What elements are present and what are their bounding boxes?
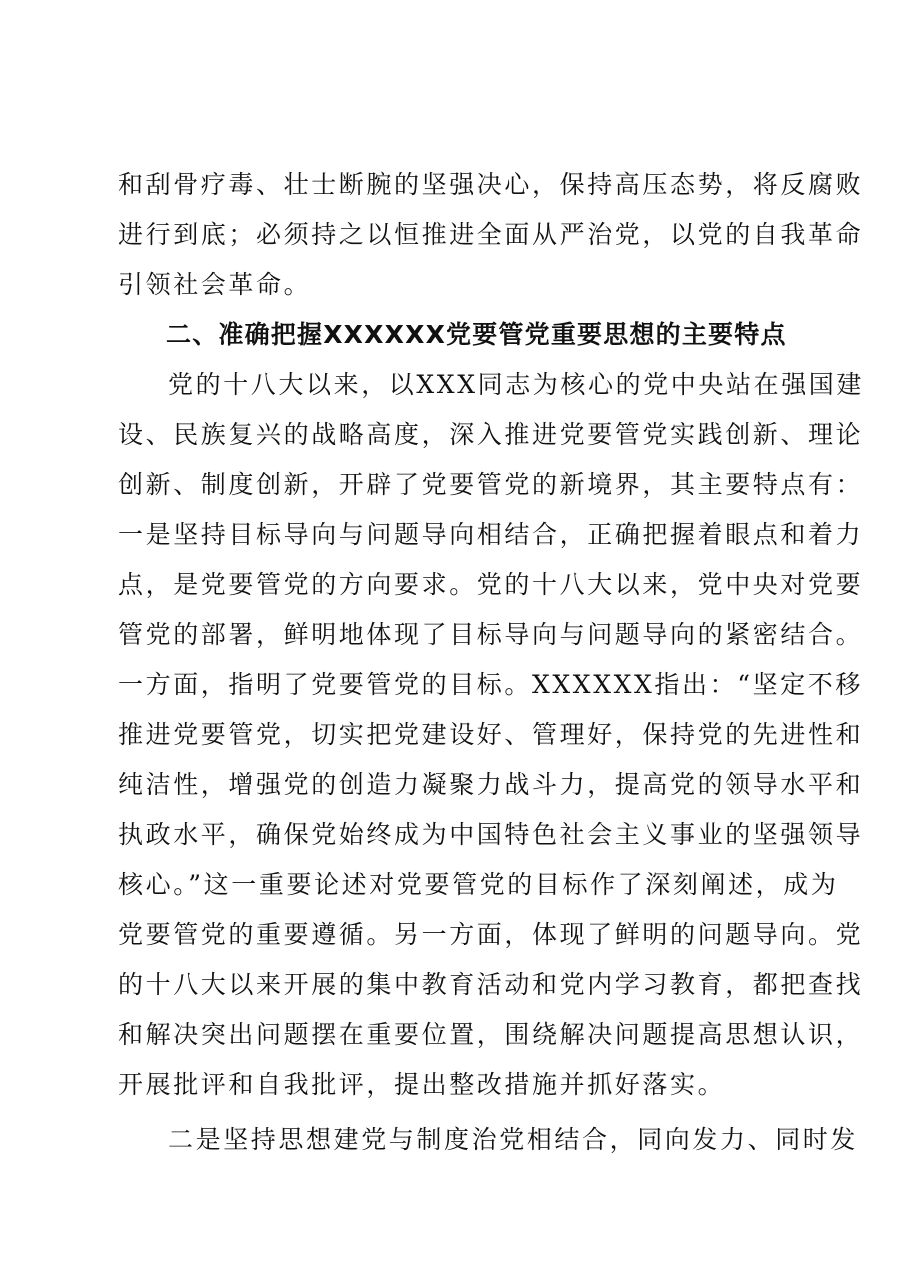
paragraph-2-line-9: 纯洁性，增强党的创造力凝聚力战斗力，提高党的领导水平和 [118, 770, 864, 799]
paragraph-2-line-5: 点，是党要管党的方向要求。党的十八大以来，党中央对党要 [118, 570, 864, 599]
paragraph-2-line-1: 党的十八大以来，以XXX同志为核心的党中央站在强国建 [168, 370, 864, 399]
paragraph-2-line-10: 执政水平，确保党始终成为中国特色社会主义事业的坚强领导 [118, 820, 864, 849]
paragraph-2-line-15: 开展批评和自我批评，提出整改措施并抓好落实。 [118, 1070, 726, 1099]
paragraph-2-line-4: 一是坚持目标导向与问题导向相结合，正确把握着眼点和着力 [118, 520, 864, 549]
paragraph-2-line-11: 核心。”这一重要论述对党要管党的目标作了深刻阐述，成为 [118, 870, 839, 899]
paragraph-1-line-3: 引领社会革命。 [118, 270, 312, 299]
paragraph-2-line-2: 设、民族复兴的战略高度，深入推进党要管党实践创新、理论 [118, 420, 864, 449]
section-heading: 二、准确把握XXXXXX党要管党重要思想的主要特点 [166, 320, 787, 349]
paragraph-2-line-3: 创新、制度创新，开辟了党要管党的新境界，其主要特点有： [118, 470, 864, 499]
paragraph-2-line-14: 和解决突出问题摆在重要位置，围绕解决问题提高思想认识， [118, 1020, 864, 1049]
paragraph-2-line-13: 的十八大以来开展的集中教育活动和党内学习教育，都把查找 [118, 970, 864, 999]
paragraph-1-line-1: 和刮骨疗毒、壮士断腕的坚强决心，保持高压态势，将反腐败 [118, 170, 864, 199]
paragraph-1-line-2: 进行到底；必须持之以恒推进全面从严治党，以党的自我革命 [118, 220, 864, 249]
paragraph-2-line-12: 党要管党的重要遵循。另一方面，体现了鲜明的问题导向。党 [118, 920, 864, 949]
paragraph-2-line-6: 管党的部署，鲜明地体现了目标导向与问题导向的紧密结合。 [118, 620, 864, 649]
paragraph-2-line-7: 一方面，指明了党要管党的目标。XXXXXX指出：“坚定不移 [118, 670, 863, 699]
paragraph-3-line-1: 二是坚持思想建党与制度治党相结合，同向发力、同时发 [168, 1125, 859, 1154]
paragraph-2-line-8: 推进党要管党，切实把党建设好、管理好，保持党的先进性和 [118, 720, 864, 749]
